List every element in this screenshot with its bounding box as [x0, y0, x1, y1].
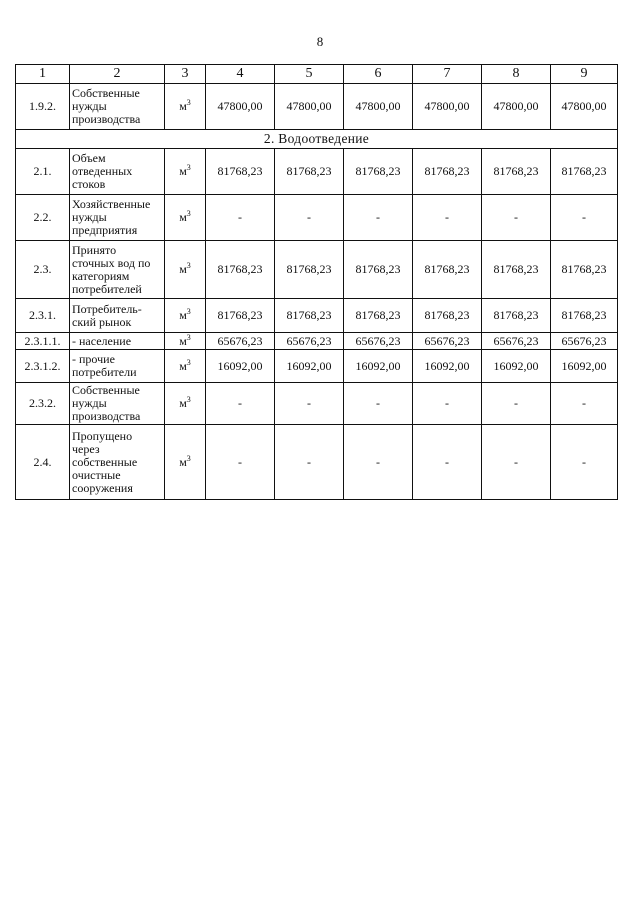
unit-exponent: 3 [186, 453, 191, 463]
table-row [16, 333, 618, 350]
table-row [16, 383, 618, 425]
value-cell: - [275, 425, 344, 500]
row-name [70, 149, 165, 195]
row-name-line: категориям [72, 268, 130, 283]
unit-base: м [179, 210, 187, 224]
row-code: 1.9.2. [16, 84, 70, 130]
value-cell: 65676,23 [275, 333, 344, 350]
table-row [16, 425, 618, 500]
value-cell: 81768,23 [551, 149, 618, 195]
unit-cell [165, 350, 206, 383]
value-cell: - [344, 383, 413, 425]
unit-exponent: 3 [186, 395, 191, 404]
row-name-line: - население [72, 333, 132, 348]
value-cell: - [413, 195, 482, 241]
value-cell: - [275, 195, 344, 241]
unit-base: м [179, 358, 187, 373]
row-name-line: нужды [72, 99, 107, 113]
row-name [70, 195, 165, 241]
row-name [70, 241, 165, 299]
column-number: 1 [16, 65, 70, 84]
value-cell: - [482, 383, 551, 425]
value-cell: 81768,23 [344, 299, 413, 333]
row-name-line: Собственные [72, 383, 140, 397]
unit-cell [165, 149, 206, 195]
row-code: 2.4. [16, 425, 70, 500]
value-cell: 81768,23 [551, 299, 618, 333]
section-title: 2. Водоотведение [16, 130, 618, 149]
row-name-line: нужды [72, 396, 107, 410]
value-cell: - [275, 383, 344, 425]
value-cell: 81768,23 [551, 241, 618, 299]
unit-exponent: 3 [186, 261, 191, 270]
row-name-line: очистные [72, 467, 121, 482]
row-name-line: собственные [72, 454, 138, 469]
unit-base: м [179, 396, 187, 410]
value-cell: 16092,00 [413, 350, 482, 383]
unit-exponent: 3 [186, 307, 191, 316]
value-cell: 65676,23 [206, 333, 275, 350]
unit-exponent: 3 [186, 209, 191, 218]
value-cell: 81768,23 [413, 241, 482, 299]
value-cell: 47800,00 [482, 84, 551, 130]
row-code: 2.3.2. [16, 383, 70, 425]
unit-base: м [179, 164, 187, 178]
value-cell: 81768,23 [275, 299, 344, 333]
value-cell: - [206, 383, 275, 425]
value-cell: - [206, 425, 275, 500]
unit-cell [165, 383, 206, 425]
row-name-line: Хозяйственные [72, 197, 151, 211]
row-code: 2.3.1. [16, 299, 70, 333]
row-name-line: сточных вод по [72, 255, 151, 270]
section-row [16, 130, 618, 149]
value-cell: 81768,23 [275, 149, 344, 195]
table-row [16, 195, 618, 241]
row-name-line: Объем [72, 151, 106, 165]
column-number: 2 [70, 65, 165, 84]
unit-base: м [179, 262, 187, 276]
value-cell: 81768,23 [482, 241, 551, 299]
value-cell: 47800,00 [206, 84, 275, 130]
row-code: 2.3.1.1. [16, 333, 70, 350]
row-code: 2.1. [16, 149, 70, 195]
column-number: 7 [413, 65, 482, 84]
value-cell: - [482, 195, 551, 241]
unit-cell [165, 241, 206, 299]
table-row [16, 84, 618, 130]
unit-cell [165, 84, 206, 130]
row-code: 2.3. [16, 241, 70, 299]
column-number: 6 [344, 65, 413, 84]
value-cell: 81768,23 [413, 149, 482, 195]
unit-exponent: 3 [186, 332, 191, 342]
row-name-line: производства [72, 409, 141, 423]
row-name-line: потребителей [72, 281, 142, 296]
value-cell: - [551, 425, 618, 500]
value-cell: 65676,23 [482, 333, 551, 350]
row-name-line: нужды [72, 210, 107, 224]
value-cell: 16092,00 [551, 350, 618, 383]
value-cell: 81768,23 [482, 149, 551, 195]
value-cell: 81768,23 [206, 299, 275, 333]
value-cell: 16092,00 [482, 350, 551, 383]
row-name-line: производства [72, 112, 141, 126]
column-number: 9 [551, 65, 618, 84]
value-cell: 16092,00 [275, 350, 344, 383]
row-name-line: Принято [72, 242, 117, 257]
row-name [70, 299, 165, 333]
table-body [16, 65, 618, 500]
column-number: 8 [482, 65, 551, 84]
row-name-line: ский рынок [72, 314, 132, 329]
unit-exponent: 3 [186, 98, 191, 107]
value-cell: - [551, 383, 618, 425]
column-number: 5 [275, 65, 344, 84]
row-name [70, 383, 165, 425]
row-code: 2.3.1.2. [16, 350, 70, 383]
value-cell: 81768,23 [413, 299, 482, 333]
column-number: 4 [206, 65, 275, 84]
table-row [16, 241, 618, 299]
unit-exponent: 3 [186, 163, 191, 172]
table-row [16, 149, 618, 195]
value-cell: - [206, 195, 275, 241]
value-cell: - [413, 383, 482, 425]
row-name [70, 84, 165, 130]
value-cell: 65676,23 [551, 333, 618, 350]
value-cell: - [344, 195, 413, 241]
column-number-row [16, 65, 618, 84]
row-name-line: отведенных [72, 164, 133, 178]
row-name-line: Собственные [72, 86, 140, 100]
row-name [70, 350, 165, 383]
water-balance-table [15, 64, 618, 500]
value-cell: 16092,00 [344, 350, 413, 383]
row-name-line: сооружения [72, 480, 133, 495]
value-cell: 47800,00 [551, 84, 618, 130]
value-cell: - [551, 195, 618, 241]
unit-base: м [179, 99, 187, 113]
value-cell: 81768,23 [344, 149, 413, 195]
row-name-line: потребители [72, 365, 137, 379]
value-cell: 81768,23 [482, 299, 551, 333]
page-number: 8 [316, 34, 324, 49]
unit-cell [165, 333, 206, 350]
row-name [70, 333, 165, 350]
row-name-line: Пропущено [72, 428, 133, 443]
value-cell: 65676,23 [344, 333, 413, 350]
row-name-line: стоков [72, 177, 106, 191]
value-cell: 47800,00 [344, 84, 413, 130]
value-cell: 81768,23 [344, 241, 413, 299]
unit-base: м [179, 454, 187, 469]
value-cell: 47800,00 [275, 84, 344, 130]
table-row [16, 350, 618, 383]
unit-exponent: 3 [186, 357, 191, 367]
value-cell: 81768,23 [206, 241, 275, 299]
value-cell: - [482, 425, 551, 500]
row-name-line: - прочие [72, 352, 115, 366]
unit-base: м [179, 333, 187, 348]
value-cell: 65676,23 [413, 333, 482, 350]
row-name-line: через [72, 441, 100, 456]
column-number: 3 [165, 65, 206, 84]
value-cell: 81768,23 [206, 149, 275, 195]
row-name-line: Потребитель- [72, 301, 142, 316]
unit-cell [165, 299, 206, 333]
row-name [70, 425, 165, 500]
value-cell: 47800,00 [413, 84, 482, 130]
value-cell: - [413, 425, 482, 500]
value-cell: 81768,23 [275, 241, 344, 299]
unit-cell [165, 195, 206, 241]
unit-cell [165, 425, 206, 500]
row-name-line: предприятия [72, 223, 138, 237]
row-code: 2.2. [16, 195, 70, 241]
value-cell: 16092,00 [206, 350, 275, 383]
value-cell: - [344, 425, 413, 500]
table-row [16, 299, 618, 333]
unit-base: м [179, 308, 187, 322]
